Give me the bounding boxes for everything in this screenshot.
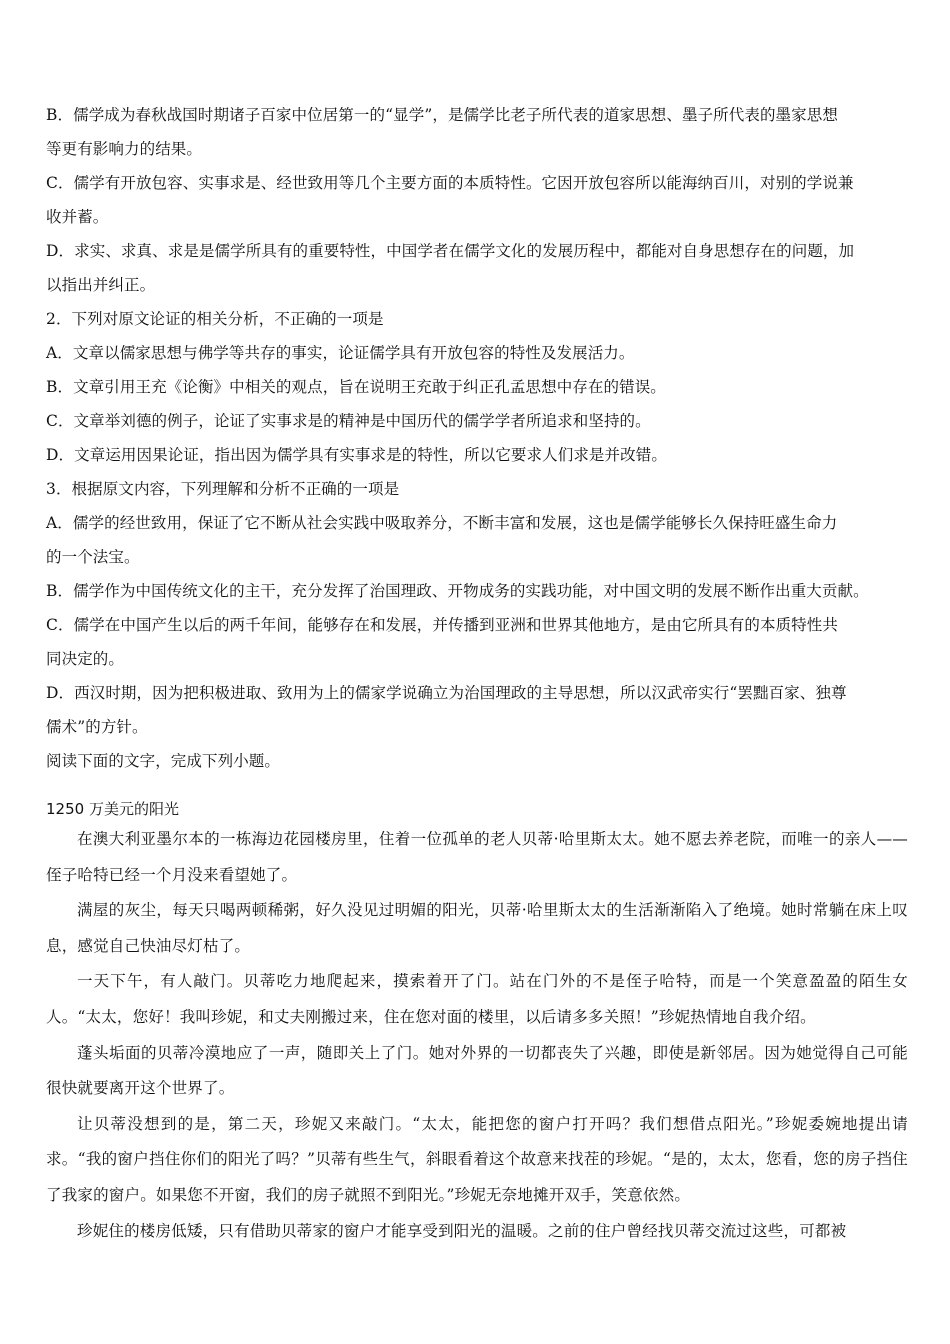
text-line: C．儒学有开放包容、实事求是、经世致用等几个主要方面的本质特性。它因开放包容所以能海纳百川，对别的学说兼 [46,174,854,192]
text-line: 以指出并纠正。 [46,276,156,294]
option-line: A．儒学的经世致用，保证了它不断从社会实践中吸取养分，不断丰富和发展，这也是儒学能够长久保持旺盛生命力 [46,514,838,532]
story-paragraph: 一天下午，有人敲门。贝蒂吃力地爬起来，摸索着开了门。站在门外的不是侄子哈特，而是一个笑意盈盈的陌生女人。“太太，您好！我叫珍妮，和丈夫刚搬过来，住在您对面的楼里，以后请多多关照！”珍妮热情地自我介绍。 [46,972,908,1026]
story-paragraph: 满屋的灰尘，每天只喝两顿稀粥，好久没见过明媚的阳光，贝蒂·哈里斯太太的生活渐渐陷入了绝境。她时常躺在床上叹息，感觉自己快油尽灯枯了。 [46,901,908,955]
text-line: 等更有影响力的结果。 [46,140,203,158]
story-title: 1250 万美元的阳光 [46,800,179,818]
option-line: 的一个法宝。 [46,548,140,566]
question-3-stem: 3．根据原文内容，下列理解和分析不正确的一项是 [46,480,400,498]
option-line: D．文章运用因果论证，指出因为儒学具有实事求是的特性，所以它要求人们求是并改错。 [46,446,667,464]
question-2-stem: 2．下列对原文论证的相关分析，不正确的一项是 [46,310,384,328]
question-section [46,98,908,778]
reading-instruction: 阅读下面的文字，完成下列小题。 [46,752,281,770]
option-line: B．儒学作为中国传统文化的主干，充分发挥了治国理政、开物成务的实践功能，对中国文明的发展不断作出重大贡献。 [46,582,869,600]
option-line: A．文章以儒家思想与佛学等共存的事实，论证儒学具有开放包容的特性及发展活力。 [46,344,635,362]
option-line: C．文章举刘德的例子，论证了实事求是的精神是中国历代的儒学学者所追求和坚持的。 [46,412,651,430]
story-paragraph: 在澳大利亚墨尔本的一栋海边花园楼房里，住着一位孤单的老人贝蒂·哈里斯太太。她不愿去养老院，而唯一的亲人——侄子哈特已经一个月没来看望她了。 [46,830,908,884]
option-line: D．西汉时期，因为把积极进取、致用为上的儒家学说确立为治国理政的主导思想，所以汉武帝实行“罢黜百家、独尊 [46,684,847,702]
option-line: B．文章引用王充《论衡》中相关的观点，旨在说明王充敢于纠正孔孟思想中存在的错误。 [46,378,666,396]
story-section [46,796,908,1249]
text-line: B．儒学成为春秋战国时期诸子百家中位居第一的“显学”，是儒学比老子所代表的道家思想、墨子所代表的墨家思想 [46,106,838,124]
option-line: 儒术”的方针。 [46,718,148,736]
story-paragraph: 珍妮住的楼房低矮，只有借助贝蒂家的窗户才能享受到阳光的温暖。之前的住户曾经找贝蒂交流过这些，可都被 [77,1221,847,1240]
text-line: 收并蓄。 [46,208,109,226]
story-paragraph: 蓬头垢面的贝蒂冷漠地应了一声，随即关上了门。她对外界的一切都丧失了兴趣，即使是新邻居。因为她觉得自己可能很快就要离开这个世界了。 [46,1043,908,1098]
story-body [46,822,908,1249]
option-line: C．儒学在中国产生以后的两千年间，能够存在和发展，并传播到亚洲和世界其他地方，是由它所具有的本质特性共 [46,616,838,634]
story-paragraph: 让贝蒂没想到的是，第二天，珍妮又来敲门。“太太，能把您的窗户打开吗？我们想借点阳光。”珍妮委婉地提出请求。“我的窗户挡住你们的阳光了吗？”贝蒂有些生气，斜眼看着这个故意来找茬的珍妮。“是的，太太，您看，您的房子挡住了我家的窗户。如果您不开窗，我们的房子就照不到阳光。”珍妮无奈地摊开双手，笑意依然。 [46,1114,908,1204]
option-line: 同决定的。 [46,650,125,668]
text-line: D．求实、求真、求是是儒学所具有的重要特性，中国学者在儒学文化的发展历程中，都能对自身思想存在的问题，加 [46,242,855,260]
